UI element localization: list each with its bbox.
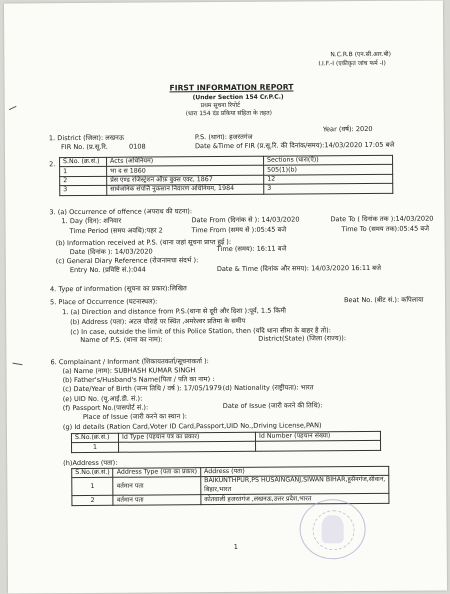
gd-datetime: Date & Time (दिनांक और समय): 14/03/2020 16:11 बजे <box>216 263 381 274</box>
item-2-label: 2. <box>49 160 56 169</box>
fir-datetime: Date &Time of FIR (प्र.सू.रि. की दिनांक/समय):14/03/2020 17:05 बजे <box>194 140 395 151</box>
table-cell: 1 <box>60 167 107 177</box>
margin-mark <box>12 363 22 366</box>
complainant-passport: (f) Passport No.(पासपोर्ट सं.): <box>62 403 149 413</box>
complainant-uid: (e) UID No. (यू.आई.डी. सं.): <box>62 394 143 404</box>
occurrence-time-from: Time From (समय से ):05:45 बजे <box>191 225 287 235</box>
column-header: Id Number (पहचान संख्या) <box>255 431 380 441</box>
column-header: Address Type (पता का प्रकार) <box>113 468 200 478</box>
address-line-2: बिहार,भारत <box>204 485 232 494</box>
table-cell: वर्तमान पता <box>113 477 200 496</box>
column-header: Acts (अधिनियम) <box>107 156 264 166</box>
gd-entry-no: Entry No. (प्रविष्टि सं.):044 <box>69 265 146 275</box>
column-header: Address (पता) <box>201 466 389 477</box>
column-header: S.No.(क्र.सं.) <box>71 433 118 443</box>
table-cell: 12 <box>264 174 393 184</box>
complainant-nationality: (d) Nationality (राष्ट्रीयता): भारत <box>222 383 314 393</box>
column-header: Id Type (पहचान पत्र का प्रकार) <box>118 432 255 442</box>
table-cell <box>201 476 389 495</box>
complainant-father: (b) Father's/Husband's Name(पिता / पति का नाम) : <box>62 375 215 385</box>
title-sub-2: प्रथम सूचना रिपोर्ट <box>200 101 241 110</box>
page-number: 1 <box>233 542 238 551</box>
table-cell: सार्वजनिक संपत्ति नुकसान निवारण अधिनियम, 1984 <box>107 184 264 194</box>
ps-field: P.S. (थाना): हजरतगंज <box>194 132 253 142</box>
table-cell: 2 <box>72 496 114 506</box>
margin-mark <box>9 106 17 110</box>
column-header: Sections (धारा(एँ)) <box>264 155 393 165</box>
table-cell: भा द स 1860 <box>107 166 264 176</box>
seal-emblem <box>322 515 344 543</box>
title-sub-3: (धारा 154 दंड प्रकिया संहिता के तहत) <box>185 109 272 118</box>
table-cell <box>119 442 256 452</box>
table-cell: 505(1)(b) <box>264 165 393 175</box>
occurrence-time-period: Time Period (समय अवधि):पहर 2 <box>69 226 163 236</box>
table-cell: 1 <box>72 478 114 496</box>
beat-no: Beat No. (बीट सं.): कपिलाया <box>343 295 424 305</box>
occurrence-heading: 3. (a) Occurrence of offence (अपराध की घटना): <box>49 207 193 217</box>
complainant-dob: (c) Date/Year of Birth (जन्म तिथि / वर्ष ): 17/05/1979 <box>62 384 222 394</box>
address-line-1: BAIKUNTHPUR,PS HUSAINGANJ,SIWAN BIHAR,हुसैनगंज,सीवान, <box>204 476 386 485</box>
information-type: 4. Type of information (सूचना का प्रकार):लिखित <box>49 284 187 294</box>
gd-reference: (c) General Diary Reference (रोजनामचा संदर्भ ): <box>55 256 199 266</box>
table-row <box>72 441 381 453</box>
iif-label: I.I.F.-I (एकीकृत जांच फर्म -I) <box>318 59 386 68</box>
table-cell: कोतवाली हजरतगंज ,लखनऊ,उत्तर प्रदेश,भारत <box>201 494 389 505</box>
info-time: Time (समय): 16:11 बजे <box>216 244 287 254</box>
table-row <box>72 476 389 496</box>
info-received: (b) Information received at P.S. (थाना जहां सूचना प्राप्त हुई ): <box>55 237 232 248</box>
fir-no-label: FIR No. (प्र.सू.रि. <box>60 142 108 152</box>
acts-table <box>59 155 393 196</box>
place-heading: 5. Place of Occurrence (घटनास्थल): <box>50 297 158 307</box>
table-cell: प्रेस एण्ड रजिस्ट्रेशन ऑफ़ बुक्स एक्ट, 1867 <box>107 175 264 185</box>
fir-document-page <box>4 0 447 593</box>
info-date: Date (दिनांक ): 14/03/2020 <box>69 247 153 257</box>
place-address: (b) Address (पता): अटल चौराहे पर स्थित ,अमरेश्वर प्रतिमा के समीप <box>70 316 246 327</box>
fir-no-value: 0108 <box>128 142 146 151</box>
occurrence-date-to: Date To ( दिनांक तक ):14/03/2020 <box>330 214 434 224</box>
table-row <box>60 184 393 196</box>
occurrence-date-from: Date From (दिनांक से ): 14/03/2020 <box>191 215 300 225</box>
year-field: Year (वर्ष): 2020 <box>322 124 373 134</box>
table-cell: 2 <box>60 176 107 186</box>
table-cell: वर्तमान पता <box>113 495 200 505</box>
address-label: (h)Address (पता): <box>63 458 118 468</box>
occurrence-day: 1. Day (दिन): शनिवार <box>61 216 122 226</box>
table-cell: 1 <box>72 443 119 453</box>
id-details-label: (g) Id details (Ration Card,Voter ID Card,Passport,UID No.,Driving License,PAN) <box>62 421 322 432</box>
column-header: S.No.(क्र.सं.) <box>72 468 114 478</box>
passport-date-of-issue: Date of Issue (जारी करने की तिथि): <box>222 401 323 411</box>
table-cell: 3 <box>60 185 107 195</box>
table-cell <box>256 441 381 451</box>
official-seal-stamp <box>299 499 365 559</box>
id-table <box>71 431 381 453</box>
title-sub-1: (Under Section 154 Cr.P.C.) <box>192 93 284 102</box>
place-district-state: District(State) (जिला (राज्य)): <box>258 334 347 343</box>
ncrb-label: N.C.R.B (एन.सी.आर.बी) <box>330 50 391 59</box>
occurrence-time-to: Time To (समय तक):05:45 बजे <box>341 224 430 234</box>
table-cell: 3 <box>264 184 393 194</box>
column-header: S.No. (क्र.सं.) <box>60 157 107 167</box>
place-ps-name: Name of P.S. (थाना का नाम): <box>80 335 163 345</box>
place-outside-limit: (c) In case, outside the limit of this Police Station, then (यदि थाना सीमा के बाहर है तो): <box>70 326 331 337</box>
page-title: FIRST INFORMATION REPORT <box>169 82 294 93</box>
district-field: 1. District (जिला): लखनऊ <box>48 133 125 143</box>
complainant-name: (a) Name (नाम): SUBHASH KUMAR SINGH <box>62 366 196 376</box>
passport-place-of-issue: Place of Issue (जारी करने का स्थान ): <box>82 412 188 421</box>
place-direction: 1. (a) Direction and distance from P.S.(थाना से दूरी और दिशा ):पूर्व, 1.5 किमी <box>62 306 286 317</box>
complainant-heading: 6. Complainant / Informant (शिकायतकर्ता/सूचनाकर्ता ): <box>50 357 209 367</box>
